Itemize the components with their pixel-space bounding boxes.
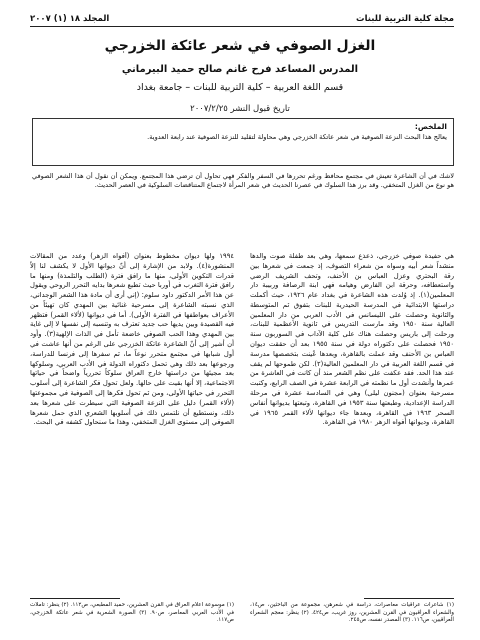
- running-header: [30, 8, 454, 24]
- body-column-left: [30, 252, 234, 604]
- footnotes-right: (١) شاعرات عراقيات معاصرات، دراسة في شعرهن، مجموعة من الباحثين، ص١٤، والشعراء العراقيون في القرن العشرين، روز غريب، ص٤٢٤. (٢) ينظر: معجم الشعراء العراقيين، ص١١٦. (٣) المصدر نفسه، ص٢٤٥.: [250, 602, 454, 624]
- author-name: المدرس المساعد فرح غانم صالح حميد البيرماني: [121, 64, 359, 75]
- summary-box: [32, 118, 454, 166]
- summary-label: الملخص:: [414, 122, 447, 131]
- footnotes-left: (١) موسوعة أعلام العراق في القرن العشرين، حميد المطبعي، ص١١٢. (٢) ينظر: تأملات في الأدب العربي المعاصر، ص٩٠. (٣) الصورة الشعرية في شعر عاتكة الخزرجي، ص١١٧.: [30, 602, 234, 624]
- abstract-paragraph: لاشك في أن الشاعرة تعيش في مجتمع محافظ ورغم تحررها في السفر والفكر فهي تحاول أن ترضي هذا المجتمع. ويمكن أن نقول أن هذا الشعر الصوفي هو نوع من الغزل المتخفي. وقد برز هذا السلوك في عصرنا الحديث في شعر المرأة لاجتماع المتناقضات السلوكية في العصر الحديث.: [32, 172, 454, 190]
- body-text-left: ١٩٩٤ ولها ديوان مخطوط بعنوان (أفواه الزهر) وعدد من المقالات المنشورة(٤). ولابد من الإشارة إلى أنّ ديوانها الأول لا يكشف لنا إلاّ قدرات التكوين الأولى، منها ما رافق فترة (الطلب والتلمذة) ومنها ما رافق فترة التغرب في أوربا حيث تطبع شعرها بدايه التحرر الروحي ويقول عن هذا الأمر الدكتور داود سلوم: (إني أرى أن مادة هذا الشعر الوجداني، الذي نسبته الشاعرة إلى مسرحية غنائية بين المهدي كان تهيئاً من الأعراف بعواطفها في الفترة الأولى). أما في ديوانها (لألاء القمر) فتظهر فيه القصيدة وبين يديها حب جديد تعترف به وتنسبه إلى نفسها لا إلى غاية بين المهدي وهذا الحب الصوفي خاضعة تأمل في الذات الإلهية(٣). وأود أن أشير إلى أنّ الشاعرة عاتكة الخزرجي على الرغم من أنها عاشت في أول شبابها في مجتمع متحرر نوعاً ما، ثم سفرها إلى فرنسا للدراسة، ورجوعها بعد ذلك وهي تحمل دكتوراه الدولة في الأدب العربي، وسلوكها بعد مجيئها من دراستها خارج العراق سلوكاً تحررياً واضحاً في حياتها الاجتماعية، إلا أنها بقيت على حالها. ولعل تحول فكر الشاعرة إلى أسلوب التحرر في حياتها الأولى، ومن ثم تحول فكرها إلى الصوفية في مجموعتها (لألاء القمر) دليل على النزعة الصوفية التي سيطرت على شعرها بعد ذلك، ونستطيع أن نلتمس ذلك في أسلوبها الشعري الذي حمل شعرها الصوفي إلى مستوى الغزل المتخفي، وهذا ما سنحاول كشفه في البحث.: [30, 252, 234, 427]
- journal-name: مجلة كلية التربية للبنات: [356, 14, 454, 24]
- author-affiliation: قسم اللغة العربية – كلية التربية للبنات – جامعة بغداد: [136, 82, 344, 93]
- header-rule: [30, 26, 454, 27]
- volume-info: المجلد ١٨ (١) ٢٠٠٧: [30, 14, 110, 24]
- summary-text: يعالج هذا البحث النزعة الصوفية في شعر عاتكة الخزرجي وهي محاولة لتقليد للنزعة الصوفية عند رابعة العدوية.: [147, 132, 447, 141]
- article-title: الغزل الصوفي في شعر عائكة الخزرجي: [104, 38, 376, 54]
- footnote-rule-right: [364, 598, 454, 599]
- body-column-right: [250, 252, 454, 604]
- body-text-right: هي حفيدة صوفي خزرجي، ذعذع سمعها، وهي بعد طفلة صوت والدها منشداً شعر أبيه وسواه من شعراء التصوف، إذ جمعت في شعرها بين رقة البحتري وعزل العباس بن الأحنف، وتحف الشريف الرضي واستعطافه، وحرقة ابن الفارض وهيامه فهي ابنة الرصافة وربيبة دار المعلمين(١). إذ وُلدت هذه الشاعرة في بغداد عام ١٩٢٦، حيث أكملت دراستها الابتدائية في المدرسة الحيدرية للبنات بتفوق ثم المتوسطة والثانوية وحصلت على الليسانس في الأدب العربي من دار المعلمين العالية سنة ١٩٥٠ وقد مارست التدريس في ثانوية الأعظمية للبنات، ورحلت إلى باريس وحصلت هناك على كلية الآداب في السوربون سنة ١٩٥٠ فحصلت على دكتوراه دولة في سنة ١٩٥٥ بعد أن حققت ديوان العباس بن الأحنف وقد عملت بالقاهرة، وبعدها عُينت بتخصصها مدرسة في قسم اللغة العربية في دار المعلمين العالية(٢). لكن طموحها لم يقف عند هذا الحد. فقد عكفت على نظم الشعر منذ أن كانت في العاشرة من عمرها وأنشدت أول ما نظمته في الرابعة عشرة في الصف الرابع، وكتبت مسرحية بعنوان (مجنون ليلى) وهي في السادسة عشرة في مرحلة الدراسة الإعدادية، وطبعتها سنة ١٩٥٣ في القاهرة، وتبعتها بديوانها أنفاس السحر ١٩٦٣ في القاهرة، وبعدها جاء ديوانها لألاء القمر ١٩٦٥ في القاهرة، وديوانها أفواه الزهر ١٩٨٠ في القاهرة.: [250, 252, 454, 427]
- acceptance-date: تاريخ قبول النشر ٢٠٠٧/٢/٢٥: [190, 104, 290, 114]
- footnote-rule-left: [30, 598, 120, 599]
